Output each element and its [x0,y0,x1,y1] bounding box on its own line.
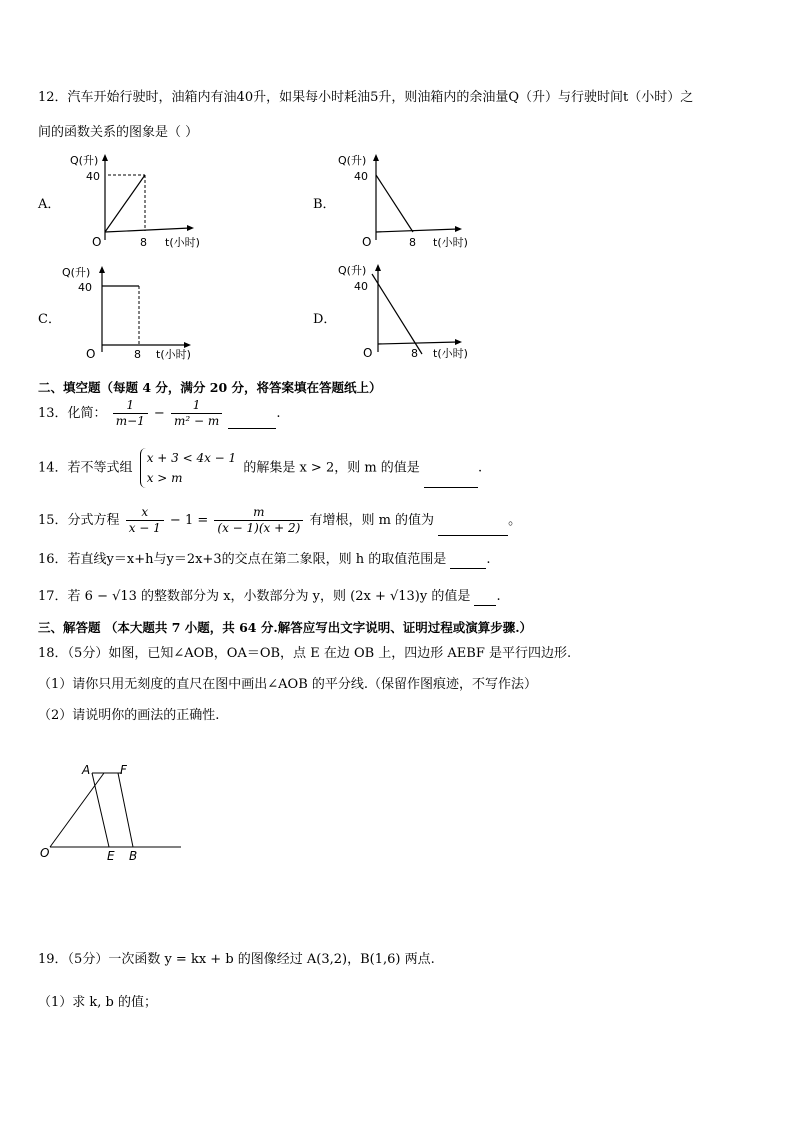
option-b-graph [338,152,478,252]
q13-answer-blank[interactable] [228,414,276,429]
q12-line1: 12．汽车开始行驶时，油箱内有油40升，如果每小时耗油5升，则油箱内的余油量Q（升）与行驶时间t（小时）之 [38,90,694,105]
q13-minus: − [153,406,165,421]
q12-line2: 间的函数关系的图象是（ ） [38,125,199,140]
q15-fraction-2: $\frac{m}{(x - 1)(x + 2)}$ [214,505,303,536]
option-c-label: C． [38,312,61,327]
option-a-y-tick: 40 [86,170,100,183]
option-a-x-tick: 8 [140,236,147,249]
option-a-graph [70,152,230,252]
q14-inequality-system: x + 3 < 4x − 1 x > m [140,448,237,488]
option-a-x-label: t(小时) [165,236,200,249]
q18-line1: 18．（5分）如图，已知∠AOB，OA＝OB，点 E 在边 OB 上，四边形 AEBF 是平行四边形. [38,646,572,661]
section3-heading: 三、解答题 （本大题共 7 小题，共 64 分.解答应写出文字说明、证明过程或演算步骤.） [38,620,533,635]
option-d-x-label: t(小时) [433,347,468,360]
option-b-x-label: t(小时) [433,236,468,249]
q15-fraction-1: $\frac{x}{x - 1}$ [126,505,164,536]
q18-figure [36,757,186,867]
option-d-y-label: Q(升) [338,264,367,277]
q18-part1: （1）请你只用无刻度的直尺在图中画出∠AOB 的平分线.（保留作图痕迹，不写作法） [38,677,538,692]
q17-text: 17．若 6 − √13 的整数部分为 x，小数部分为 y，则 (2x + √13)y 的值是 [38,589,471,604]
option-b-label: B． [313,197,336,212]
option-d-label: D． [313,312,337,327]
q15-answer-blank[interactable] [438,521,508,536]
option-d-y-tick: 40 [354,280,368,293]
q15: 15．分式方程 $\frac{x}{x - 1}$ − 1 = $\frac{m}{(x - 1)(x + 2)}$ 有增根，则 m 的值为 。 [38,505,522,535]
fig-label-f: F [120,763,127,777]
section2-heading: 二、填空题（每题 4 分，满分 20 分，将答案填在答题纸上） [38,380,382,395]
option-d-x-tick: 8 [411,347,418,360]
option-b-x-tick: 8 [409,236,416,249]
option-d-graph [338,262,478,362]
option-a-label: A． [38,197,61,212]
q16-text: 16．若直线y＝x+h与y＝2x+3的交点在第二象限，则 h 的取值范围是 [38,552,447,567]
q15-prefix: 15．分式方程 [38,513,120,528]
fig-label-a: A [82,763,91,777]
q17-answer-blank[interactable] [474,591,496,606]
option-c-graph [62,264,202,364]
option-c-x-tick: 8 [134,348,141,361]
q14-middle-text: 的解集是 x > 2，则 m 的值是 [243,460,420,476]
q13-fraction-2: $\frac{1}{\text{m² − m}}$ [171,398,222,429]
option-c-origin: O [86,347,96,361]
option-b-y-tick: 40 [354,170,368,183]
q13-prefix: 13．化简： [38,406,107,421]
fig-label-e: E [107,849,115,863]
q13: 13．化简： $\frac{1}{m-1}$ − $\frac{1}{\text{m² − m}}$ . [38,398,281,428]
q15-middle-text: 有增根，则 m 的值为 [309,513,435,528]
fig-label-b: B [129,849,138,863]
q18-part2: （2）请说明你的画法的正确性. [38,708,220,723]
option-c-y-tick: 40 [78,281,92,294]
option-a-origin: O [92,235,102,249]
q19-line1: 19．（5分）一次函数 y = kx + b 的图像经过 A(3,2)，B(1,6) 两点. [38,952,435,967]
q16: 16．若直线y＝x+h与y＝2x+3的交点在第二象限，则 h 的取值范围是 . [38,552,491,567]
q14-prefix: 14．若不等式组 [38,460,133,476]
q14-answer-blank[interactable] [424,473,478,488]
fig-label-o: O [40,846,50,860]
q13-fraction-1: $\frac{1}{m-1}$ [113,398,148,429]
q14: 14．若不等式组 x + 3 < 4x − 1 x > m 的解集是 x > 2，则 m 的值是 . [38,448,482,488]
q17: 17．若 6 − √13 的整数部分为 x，小数部分为 y，则 (2x + √13)y 的值是 . [38,589,501,604]
option-c-x-label: t(小时) [156,348,191,361]
option-d-origin: O [363,346,373,360]
option-b-origin: O [362,235,372,249]
q16-answer-blank[interactable] [450,554,486,569]
option-a-y-label: Q(升) [70,154,99,167]
option-c-y-label: Q(升) [62,266,91,279]
q19-part1: （1）求 k, b 的值； [38,995,157,1010]
q15-minus-equals: − 1 = [169,513,209,528]
option-b-y-label: Q(升) [338,154,367,167]
